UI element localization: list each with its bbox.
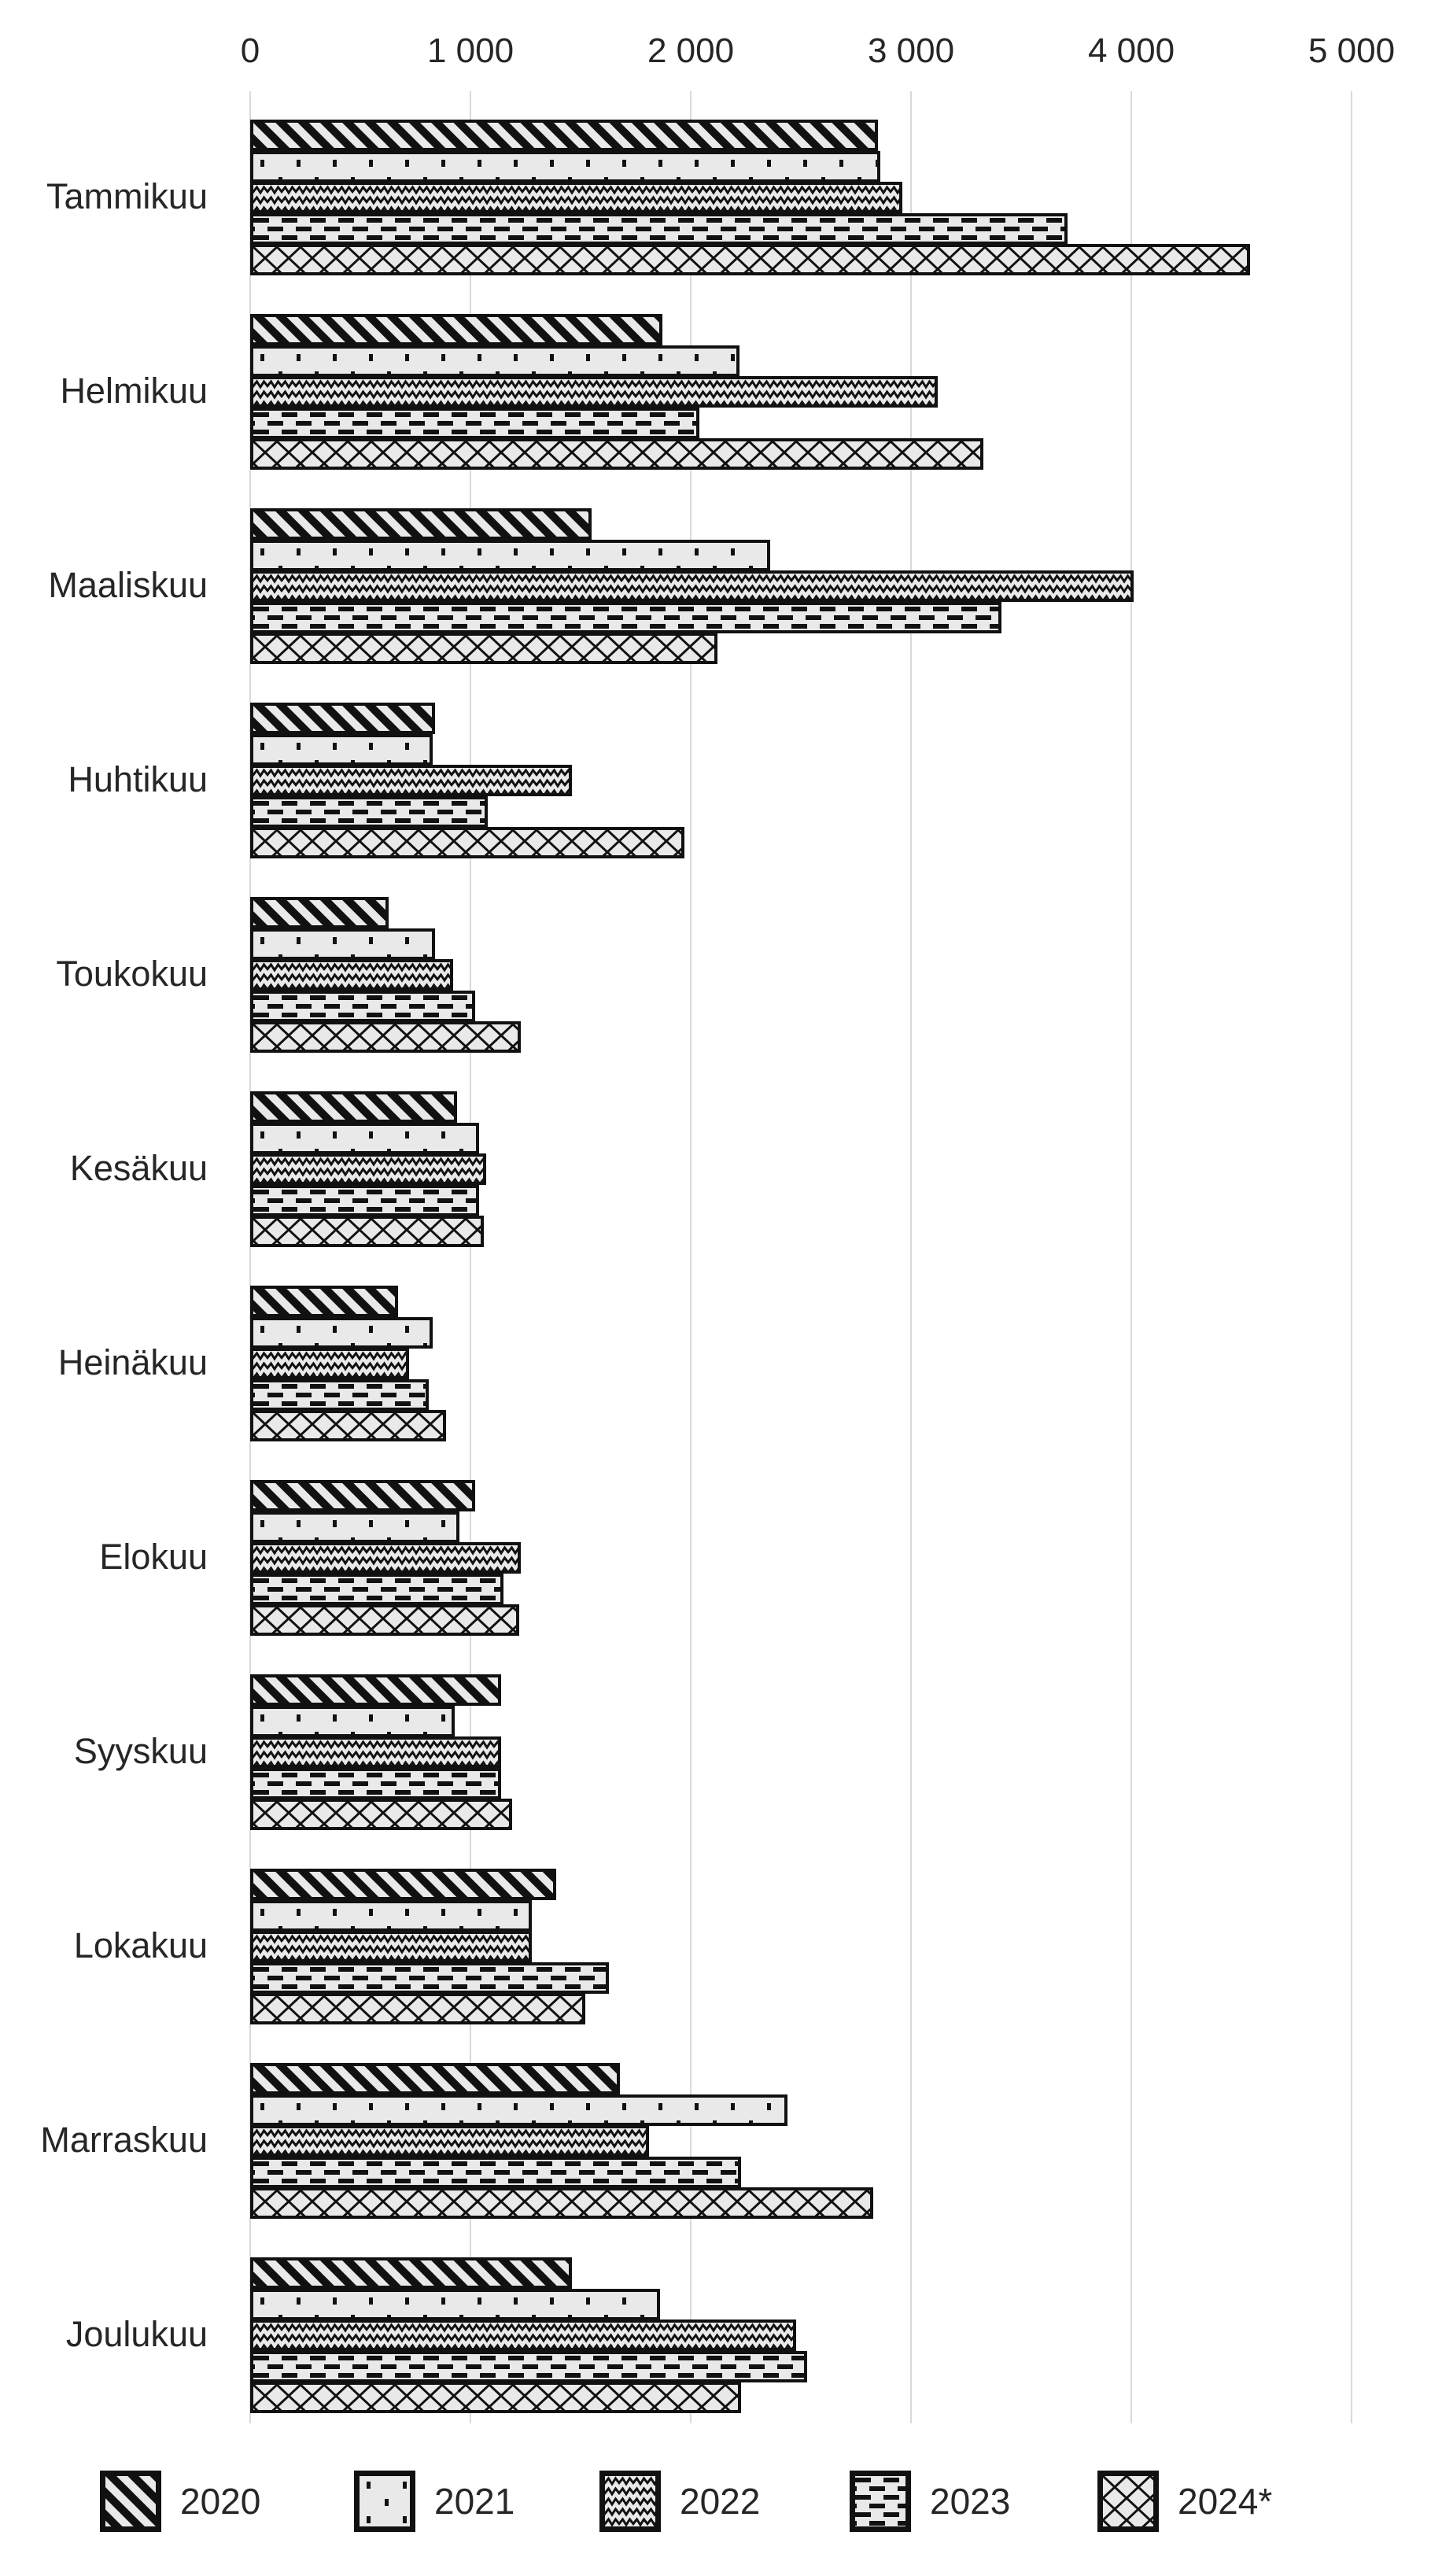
month-label: Kesäkuu [69, 1148, 208, 1188]
gridline [1130, 91, 1132, 2423]
month-label: Tammikuu [46, 176, 208, 216]
legend-label: 2024* [1178, 2481, 1273, 2522]
bar-2020-helmikuu [250, 314, 662, 345]
bar-2024-helmikuu [250, 438, 983, 470]
legend-item-2023 [850, 2471, 1010, 2532]
bar-2020-maaliskuu [250, 508, 592, 540]
x-axis-tick-label: 4 000 [1087, 31, 1175, 70]
bar-2023-heinäkuu [250, 1379, 429, 1411]
bar-2023-elokuu [250, 1574, 503, 1605]
bar-2023-toukokuu [250, 991, 475, 1022]
month-label: Huhtikuu [68, 759, 208, 799]
bar-2023-kesäkuu [250, 1185, 479, 1216]
bar-2021-helmikuu [250, 345, 739, 377]
bar-2022-toukokuu [250, 959, 453, 991]
bar-2022-heinäkuu [250, 1348, 409, 1379]
gridline [1351, 91, 1352, 2423]
month-label: Lokakuu [73, 1925, 208, 1965]
bar-2022-helmikuu [250, 376, 938, 408]
bar-2024-marraskuu [250, 2187, 873, 2219]
bar-2020-kesäkuu [250, 1091, 457, 1123]
x-axis-tick-label: 2 000 [647, 31, 735, 70]
legend [0, 2471, 1431, 2541]
bar-2020-toukokuu [250, 897, 389, 928]
bar-2021-elokuu [250, 1511, 459, 1543]
month-label: Marraskuu [40, 2120, 208, 2160]
legend-item-2020 [100, 2471, 260, 2532]
bar-2023-lokakuu [250, 1962, 609, 1994]
bar-2020-huhtikuu [250, 703, 435, 734]
bar-2020-heinäkuu [250, 1286, 398, 1317]
x-axis-tick-label: 0 [240, 31, 260, 70]
bar-2024-joulukuu [250, 2382, 741, 2413]
bar-2021-kesäkuu [250, 1123, 479, 1154]
bar-2022-maaliskuu [250, 570, 1134, 602]
month-label: Elokuu [99, 1537, 208, 1577]
month-label: Toukokuu [56, 954, 208, 994]
bar-2021-huhtikuu [250, 734, 433, 766]
bar-2022-tammikuu [250, 182, 902, 213]
month-label: Heinäkuu [57, 1342, 208, 1382]
bar-2024-huhtikuu [250, 827, 684, 858]
bar-2022-syyskuu [250, 1736, 501, 1768]
bar-2022-joulukuu [250, 2320, 796, 2351]
legend-swatch-diamond-crosshatch-icon [1097, 2471, 1159, 2532]
legend-swatch-zigzag-icon [599, 2471, 661, 2532]
bar-2021-tammikuu [250, 151, 880, 183]
legend-label: 2021 [434, 2481, 515, 2522]
bar-2020-joulukuu [250, 2257, 572, 2289]
legend-swatch-dashes-icon [850, 2471, 911, 2532]
bar-2021-marraskuu [250, 2094, 787, 2126]
bar-2023-syyskuu [250, 1768, 501, 1799]
bar-2024-elokuu [250, 1604, 519, 1636]
bar-2022-lokakuu [250, 1931, 532, 1962]
bar-2022-huhtikuu [250, 765, 572, 796]
legend-label: 2022 [680, 2481, 761, 2522]
bar-2021-maaliskuu [250, 540, 770, 571]
bar-2023-tammikuu [250, 213, 1068, 245]
bar-2024-kesäkuu [250, 1216, 484, 1247]
bar-2023-helmikuu [250, 408, 699, 439]
bar-2021-toukokuu [250, 928, 435, 960]
bar-2020-elokuu [250, 1480, 475, 1511]
bar-2022-kesäkuu [250, 1153, 486, 1185]
bar-2021-lokakuu [250, 1900, 532, 1932]
bar-2023-joulukuu [250, 2351, 807, 2382]
bar-2020-syyskuu [250, 1674, 501, 1706]
legend-item-2024 [1097, 2471, 1272, 2532]
bar-2022-elokuu [250, 1542, 521, 1574]
bar-2020-tammikuu [250, 120, 878, 151]
legend-label: 2023 [930, 2481, 1011, 2522]
bar-2021-heinäkuu [250, 1317, 433, 1349]
month-label: Helmikuu [60, 371, 208, 411]
bar-2021-syyskuu [250, 1706, 455, 1737]
legend-item-2021 [354, 2471, 514, 2532]
legend-swatch-dots-icon [354, 2471, 415, 2532]
x-axis-tick-label: 5 000 [1307, 31, 1396, 70]
month-label: Joulukuu [65, 2314, 208, 2354]
month-label: Maaliskuu [48, 565, 208, 605]
bar-2022-marraskuu [250, 2125, 649, 2157]
legend-label: 2020 [180, 2481, 261, 2522]
bar-2024-syyskuu [250, 1799, 512, 1830]
bar-2024-lokakuu [250, 1993, 585, 2024]
x-axis-tick-label: 1 000 [426, 31, 514, 70]
bar-2021-joulukuu [250, 2289, 660, 2320]
bar-2024-maaliskuu [250, 633, 717, 664]
bar-2020-marraskuu [250, 2063, 620, 2094]
legend-swatch-diagonal-stripes-icon [100, 2471, 161, 2532]
bar-2020-lokakuu [250, 1869, 556, 1900]
bar-2024-toukokuu [250, 1021, 521, 1053]
bar-2023-huhtikuu [250, 796, 488, 828]
legend-item-2022 [599, 2471, 760, 2532]
bar-2024-tammikuu [250, 244, 1250, 275]
bar-2023-maaliskuu [250, 602, 1001, 633]
month-label: Syyskuu [73, 1731, 208, 1771]
bar-2023-marraskuu [250, 2157, 741, 2188]
x-axis-tick-label: 3 000 [867, 31, 955, 70]
bar-2024-heinäkuu [250, 1410, 446, 1441]
